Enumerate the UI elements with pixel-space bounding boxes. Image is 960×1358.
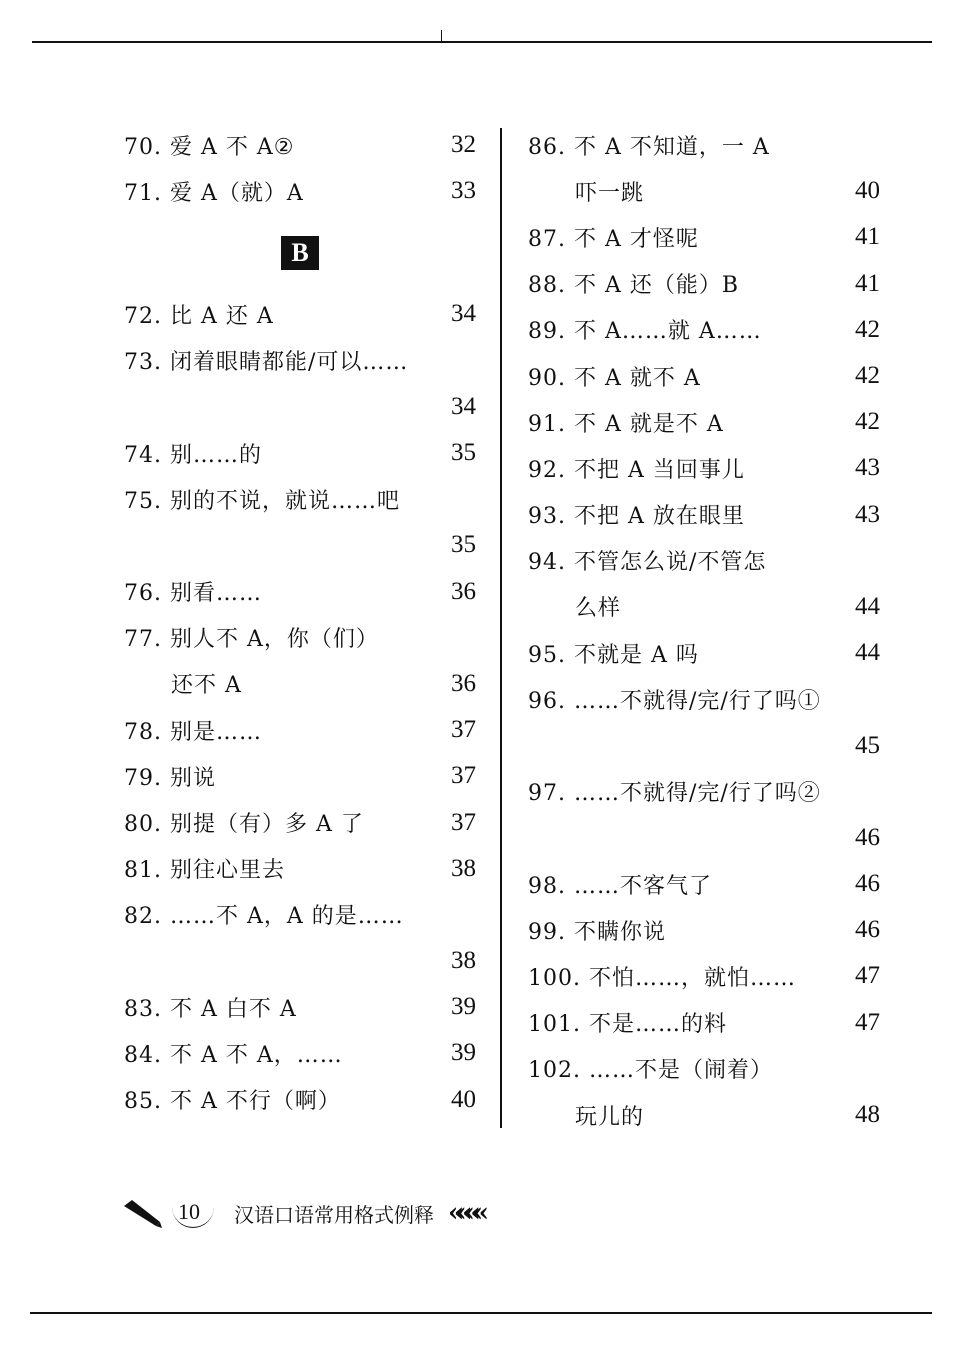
toc-entry	[124, 1077, 476, 1123]
entry-title: 100. 不怕……，就怕……	[528, 965, 796, 991]
entry-title: 98. ……不客气了	[528, 873, 712, 899]
toc-entry-continuation	[528, 815, 880, 861]
entry-page: 42	[855, 362, 880, 390]
page-number: 10	[172, 1199, 214, 1228]
entry-title: 101. 不是……的料	[528, 1012, 727, 1038]
entry-title: 94. 不管怎么说/不管怎	[528, 550, 767, 576]
entry-title: 89. 不 A……就 A……	[528, 319, 762, 345]
toc-right-column	[528, 122, 880, 1138]
toc-entry	[124, 291, 476, 337]
entry-page: 43	[855, 500, 880, 528]
toc-entry	[124, 430, 476, 476]
entry-title: 71. 爱 A（就）A	[124, 180, 304, 206]
entry-page: 35	[451, 439, 476, 467]
entry-page: 45	[855, 731, 880, 759]
toc-entry-continuation	[528, 1092, 880, 1138]
entry-title: 96. ……不就得/完/行了吗①	[528, 688, 821, 714]
entry-page: 42	[855, 408, 880, 436]
toc-entry	[528, 861, 880, 907]
entry-page: 39	[451, 993, 476, 1021]
entry-title: 79. 别说	[124, 765, 216, 791]
entry-page: 41	[855, 269, 880, 297]
entry-page: 44	[855, 639, 880, 667]
toc-entry	[528, 122, 880, 168]
toc-entry	[528, 445, 880, 491]
toc-entry	[528, 953, 880, 999]
toc-entry	[124, 338, 476, 384]
toc-entry-continuation	[124, 938, 476, 984]
entry-title: 99. 不瞒你说	[528, 919, 666, 945]
toc-entry-continuation	[528, 168, 880, 214]
entry-page: 36	[451, 577, 476, 605]
entry-page: 40	[451, 1085, 476, 1113]
entry-page: 37	[451, 808, 476, 836]
toc-entry-continuation	[528, 584, 880, 630]
toc-entry	[528, 261, 880, 307]
book-title: 汉语口语常用格式例释	[234, 1202, 434, 1227]
toc-entry	[528, 676, 880, 722]
entry-page: 47	[855, 1008, 880, 1036]
entry-page: 44	[855, 592, 880, 620]
toc-entry	[528, 214, 880, 260]
section-header	[124, 214, 476, 291]
toc-entry	[124, 122, 476, 168]
toc-entry	[124, 846, 476, 892]
entry-title-continuation: 还不 A	[171, 673, 242, 699]
toc-entry	[528, 353, 880, 399]
entry-title-continuation: 么样	[575, 596, 622, 622]
entry-title: 73. 闭着眼睛都能/可以……	[124, 350, 409, 376]
toc-entry	[124, 476, 476, 522]
toc-entry	[124, 799, 476, 845]
entry-page: 42	[855, 315, 880, 343]
toc-entry	[528, 769, 880, 815]
page-footer	[122, 1198, 481, 1228]
entry-title: 74. 别……的	[124, 442, 262, 468]
entry-page: 40	[855, 177, 880, 205]
toc-entry	[124, 1030, 476, 1076]
chevrons-left-icon: ««««	[448, 1198, 481, 1228]
entry-page: 34	[451, 392, 476, 420]
entry-title: 92. 不把 A 当回事儿	[528, 457, 745, 483]
toc-entry	[124, 569, 476, 615]
entry-page: 37	[451, 716, 476, 744]
toc-entry-continuation	[124, 384, 476, 430]
entry-page: 33	[451, 177, 476, 205]
bottom-rule	[30, 1312, 932, 1314]
entry-title: 85. 不 A 不行（啊）	[124, 1089, 341, 1115]
entry-title: 87. 不 A 才怪呢	[528, 226, 699, 252]
section-letter: B	[281, 236, 318, 270]
toc-entry	[528, 907, 880, 953]
entry-page: 37	[451, 762, 476, 790]
toc-entry	[528, 630, 880, 676]
entry-title: 82. ……不 A，A 的是……	[124, 904, 404, 930]
entry-title: 80. 别提（有）多 A 了	[124, 812, 364, 838]
top-rule	[32, 41, 932, 43]
entry-title: 72. 比 A 还 A	[124, 303, 274, 329]
entry-title: 95. 不就是 A 吗	[528, 642, 699, 668]
toc-entry	[124, 615, 476, 661]
toc-entry	[528, 1046, 880, 1092]
toc-entry	[528, 492, 880, 538]
entry-title-continuation: 玩儿的	[575, 1104, 645, 1130]
entry-page: 35	[451, 531, 476, 559]
entry-page: 46	[855, 916, 880, 944]
entry-page: 43	[855, 454, 880, 482]
toc-entry	[124, 707, 476, 753]
entry-title: 90. 不 A 就不 A	[528, 365, 701, 391]
toc-left-column	[124, 122, 476, 1123]
entry-title: 83. 不 A 白不 A	[124, 996, 297, 1022]
entry-page: 46	[855, 823, 880, 851]
toc-entry-continuation	[528, 722, 880, 768]
toc-entry	[528, 538, 880, 584]
toc-entry-continuation	[124, 661, 476, 707]
entry-title: 76. 别看……	[124, 581, 262, 607]
toc-entry	[124, 892, 476, 938]
entry-title: 75. 别的不说，就说……吧	[124, 488, 400, 514]
toc-entry	[124, 753, 476, 799]
entry-title: 78. 别是……	[124, 719, 262, 745]
entry-title: 70. 爱 A 不 A②	[124, 134, 295, 160]
entry-page: 48	[855, 1101, 880, 1129]
entry-page: 46	[855, 870, 880, 898]
toc-entry	[124, 984, 476, 1030]
toc-entry	[528, 399, 880, 445]
entry-title: 102. ……不是（闹着）	[528, 1058, 773, 1084]
column-divider	[500, 128, 502, 1128]
entry-page: 41	[855, 223, 880, 251]
entry-page: 47	[855, 962, 880, 990]
top-tick	[441, 30, 442, 42]
toc-entry	[528, 307, 880, 353]
entry-title-continuation: 吓一跳	[575, 180, 645, 206]
entry-title: 77. 别人不 A，你（们）	[124, 627, 379, 653]
entry-page: 38	[451, 947, 476, 975]
entry-title: 84. 不 A 不 A，……	[124, 1042, 343, 1068]
toc-entry-continuation	[124, 522, 476, 568]
toc-entry	[124, 168, 476, 214]
entry-page: 36	[451, 669, 476, 697]
entry-title: 86. 不 A 不知道，一 A	[528, 134, 770, 160]
entry-page: 34	[451, 300, 476, 328]
pencil-icon	[122, 1198, 162, 1228]
entry-page: 32	[451, 131, 476, 159]
entry-title: 93. 不把 A 放在眼里	[528, 504, 745, 530]
entry-title: 91. 不 A 就是不 A	[528, 411, 724, 437]
entry-title: 88. 不 A 还（能）B	[528, 273, 740, 299]
entry-title: 97. ……不就得/完/行了吗②	[528, 781, 821, 807]
entry-page: 39	[451, 1039, 476, 1067]
toc-entry	[528, 1000, 880, 1046]
entry-title: 81. 别往心里去	[124, 858, 285, 884]
entry-page: 38	[451, 854, 476, 882]
